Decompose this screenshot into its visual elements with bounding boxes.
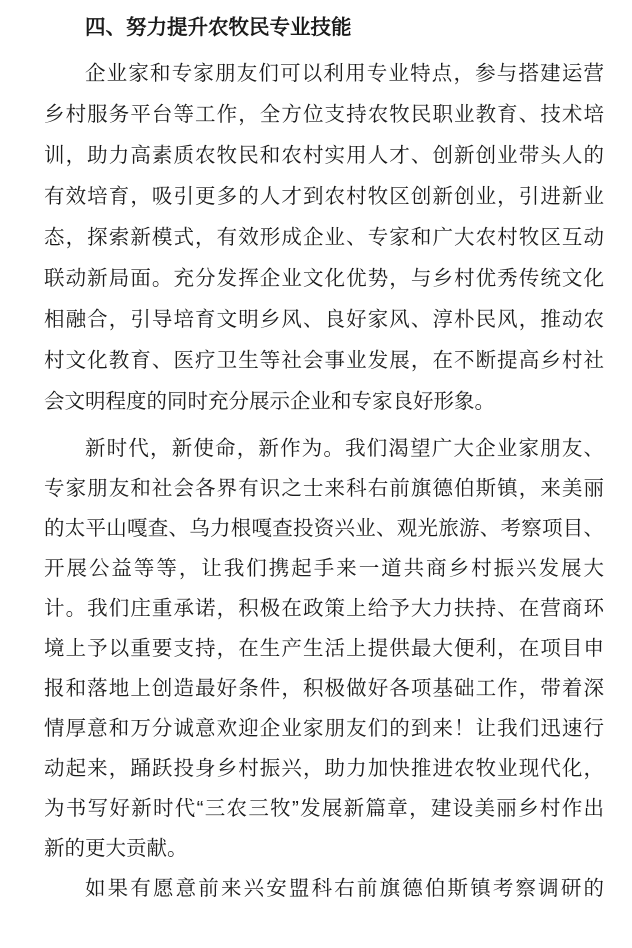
text-line: 的太平山嘎查、乌力根嘎查投资兴业、观光旅游、考察项目、 — [44, 517, 604, 540]
text-line: 如果有愿意前来兴安盟科右前旗德伯斯镇考察调研的 — [85, 877, 604, 900]
text-line: 训，助力高素质农牧民和农村实用人才、创新创业带头人的 — [44, 144, 604, 167]
text-line: 动起来，踊跃投身乡村振兴，助力加快推进农牧业现代化， — [44, 757, 604, 780]
paragraph — [44, 53, 604, 422]
text-line: 计。我们庄重承诺，积极在政策上给予大力扶持、在营商环 — [44, 597, 604, 620]
text-line: 情厚意和万分诚意欢迎企业家朋友们的到来！让我们迅速行 — [44, 717, 604, 740]
text-line: 有效培育，吸引更多的人才到农村牧区创新创业，引进新业 — [44, 185, 604, 208]
text-line: 相融合，引导培育文明乡风、良好家风、淳朴民风，推动农 — [44, 308, 604, 331]
text-line: 为书写好新时代“三农三牧”发展新篇章，建设美丽乡村作出 — [44, 797, 604, 820]
text-line: 境上予以重要支持，在生产生活上提供最大便利，在项目申 — [44, 637, 604, 660]
text-line: 新时代，新使命，新作为。我们渴望广大企业家朋友、 — [85, 437, 604, 460]
paragraph — [44, 869, 604, 909]
text-line: 企业家和专家朋友们可以利用专业特点，参与搭建运营 — [85, 62, 604, 85]
section-heading: 四、努力提升农牧民专业技能 — [85, 16, 352, 39]
document-body — [44, 53, 604, 909]
text-line: 会文明程度的同时充分展示企业和专家良好形象。 — [44, 390, 495, 413]
text-line: 开展公益等等，让我们携起手来一道共商乡村振兴发展大 — [44, 557, 604, 580]
text-line: 专家朋友和社会各界有识之士来科右前旗德伯斯镇，来美丽 — [44, 477, 604, 500]
text-line: 报和落地上创造最好条件，积极做好各项基础工作，带着深 — [44, 677, 604, 700]
text-line: 新的更大贡献。 — [44, 837, 188, 860]
text-line: 乡村服务平台等工作，全方位支持农牧民职业教育、技术培 — [44, 103, 604, 126]
text-line: 村文化教育、医疗卫生等社会事业发展，在不断提高乡村社 — [44, 349, 604, 372]
paragraph — [44, 429, 604, 869]
text-line: 态，探索新模式，有效形成企业、专家和广大农村牧区互动 — [44, 226, 604, 249]
text-line: 联动新局面。充分发挥企业文化优势，与乡村优秀传统文化 — [44, 267, 604, 290]
